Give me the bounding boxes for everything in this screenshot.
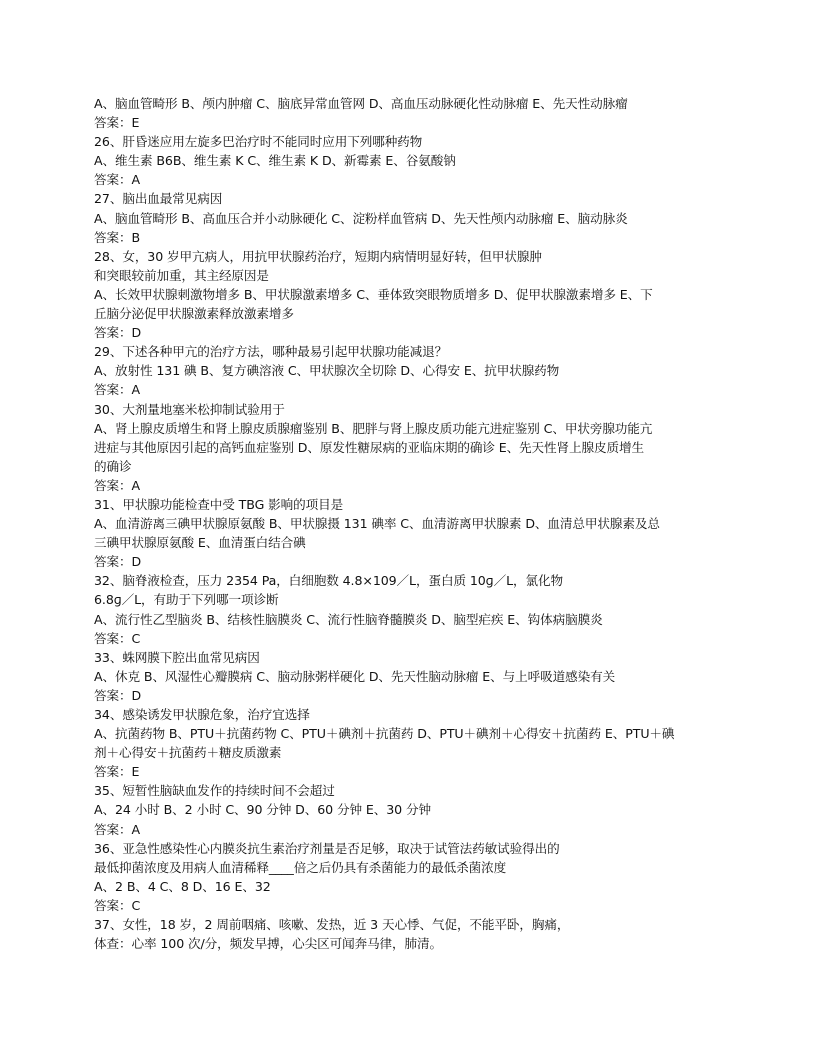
text-line: 37、女性，18 岁，2 周前咽痛、咳嗽、发热，近 3 天心悸、气促，不能平卧，胸痛， (94, 917, 570, 933)
text-line: 丘脑分泌促甲状腺激素释放激素增多 (94, 306, 294, 322)
text-line: A、脑血管畸形 B、颅内肿瘤 C、脑底异常血管网 D、高血压动脉硬化性动脉瘤 E、先天性动脉瘤 (94, 96, 628, 111)
answer-line: 答案：A (94, 821, 140, 837)
answer-line: 答案：E (94, 115, 140, 131)
text-line: 31、甲状腺功能检查中受 TBG 影响的项目是 (94, 496, 344, 512)
answer-line: 答案：D (94, 554, 142, 570)
text-line: A、长效甲状腺刺激物增多 B、甲状腺激素增多 C、垂体致突眼物质增多 D、促甲状腺激素增多 E、下 (94, 286, 653, 302)
text-line: 最低抑菌浓度及用病人血清稀释____倍之后仍具有杀菌能力的最低杀菌浓度 (94, 859, 507, 875)
answer-line: 答案：D (94, 687, 142, 703)
text-line: 33、蛛网膜下腔出血常见病因 (94, 649, 260, 665)
text-line: A、24 小时 B、2 小时 C、90 分钟 D、60 分钟 E、30 分钟 (94, 802, 431, 818)
text-line: 体查：心率 100 次/分，频发早搏，心尖区可闻奔马律，肺清。 (94, 936, 443, 952)
answer-line: 答案：C (94, 897, 141, 913)
answer-line: 答案：D (94, 325, 142, 341)
text-line: 剂＋心得安＋抗菌药＋糖皮质激素 (94, 745, 282, 761)
text-line: 28、女，30 岁甲亢病人，用抗甲状腺药治疗，短期内病情明显好转，但甲状腺肿 (94, 248, 542, 264)
text-line: A、肾上腺皮质增生和肾上腺皮质腺瘤鉴别 B、肥胖与肾上腺皮质功能亢进症鉴别 C、甲状旁腺功能亢 (94, 420, 653, 436)
text-line: 26、肝昏迷应用左旋多巴治疗时不能同时应用下列哪种药物 (94, 134, 423, 150)
text-line: A、放射性 131 碘 B、复方碘溶液 C、甲状腺次全切除 D、心得安 E、抗甲状腺药物 (94, 363, 560, 379)
text-line: A、2 B、4 C、8 D、16 E、32 (94, 878, 271, 894)
answer-line: 答案：B (94, 229, 141, 245)
text-line: 27、脑出血最常见病因 (94, 191, 223, 207)
text-line: A、流行性乙型脑炎 B、结核性脑膜炎 C、流行性脑脊髓膜炎 D、脑型疟疾 E、钩体病脑膜炎 (94, 611, 603, 627)
answer-line: 答案：A (94, 172, 140, 188)
text-line: 三碘甲状腺原氨酸 E、血清蛋白结合碘 (94, 535, 306, 551)
text-line: A、抗菌药物 B、PTU＋抗菌药物 C、PTU＋碘剂＋抗菌药 D、PTU＋碘剂＋心得安＋抗菌药 E、PTU＋碘 (94, 726, 675, 742)
text-line: 进症与其他原因引起的高钙血症鉴别 D、原发性糖尿病的亚临床期的确诊 E、先天性肾上腺皮质增生 (94, 439, 644, 455)
text-line: 6.8ɡ／L，有助于下列哪一项诊断 (94, 592, 279, 608)
text-line: 34、感染诱发甲状腺危象，治疗宜选择 (94, 707, 310, 722)
text-line: A、脑血管畸形 B、高血压合并小动脉硬化 C、淀粉样血管病 D、先天性颅内动脉瘤 E、脑动脉炎 (94, 210, 628, 226)
answer-line: 答案：A (94, 382, 140, 398)
text-line: 和突眼较前加重，其主经原因是 (94, 267, 269, 283)
text-line: 29、下述各种甲亢的治疗方法，哪种最易引起甲状腺功能减退？ (94, 344, 448, 360)
text-line: 30、大剂量地塞米松抑制试验用于 (94, 401, 285, 417)
text-line: A、休克 B、风湿性心瓣膜病 C、脑动脉粥样硬化 D、先天性脑动脉瘤 E、与上呼吸道感染有关 (94, 668, 616, 684)
text-line: 的确诊 (94, 458, 132, 474)
text-line: A、维生素 B6B、维生素 K C、维生素 K D、新霉素 E、谷氨酸钠 (94, 153, 456, 169)
answer-line: 答案：E (94, 764, 140, 780)
answer-line: 答案：C (94, 630, 141, 646)
text-line: 32、脑脊液检查，压力 2354 Pa，白细胞数 4.8×109／L，蛋白质 10ɡ／L，氯化物 (94, 573, 563, 589)
text-line: A、血清游离三碘甲状腺原氨酸 B、甲状腺摄 131 碘率 C、血清游离甲状腺素 D、血清总甲状腺素及总 (94, 516, 660, 532)
answer-line: 答案：A (94, 477, 140, 493)
text-line: 36、亚急性感染性心内膜炎抗生素治疗剂量是否足够，取决于试管法药敏试验得出的 (94, 840, 560, 856)
text-line: 35、短暂性脑缺血发作的持续时间不会超过 (94, 783, 335, 799)
